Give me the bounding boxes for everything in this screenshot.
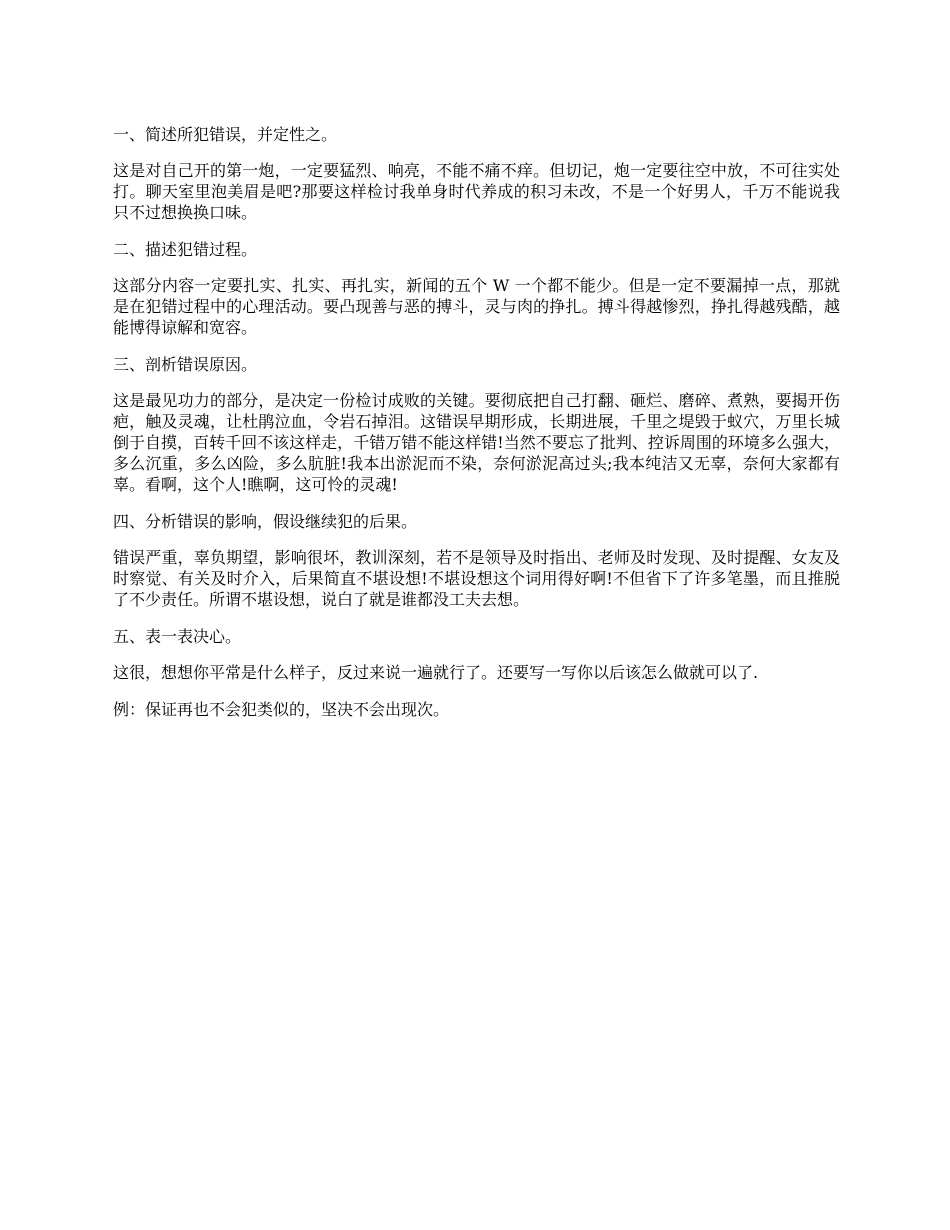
section-3 — [113, 354, 840, 495]
section-heading: 二、描述犯错过程。 — [113, 240, 258, 259]
section-4 — [113, 511, 840, 610]
section-paragraph: 这是对自己开的第一炮，一定要猛烈、响亮，不能不痛不痒。但切记，炮一定要往空中放，不可往实处打。聊天室里泡美眉是吧?那要这样检讨我单身时代养成的积习未改，不是一个好男人，千万不能说我只不过想换换口味。 — [113, 161, 840, 222]
section-5 — [113, 626, 840, 720]
section-paragraph: 例：保证再也不会犯类似的，坚决不会出现次。 — [113, 700, 450, 719]
document-page — [113, 124, 840, 736]
section-heading: 一、简述所犯错误，并定性之。 — [113, 125, 338, 144]
section-paragraph: 这是最见功力的部分，是决定一份检讨成败的关键。要彻底把自己打翻、砸烂、磨碎、煮熟，要揭开伤疤，触及灵魂，让杜鹃泣血，令岩石掉泪。这错误早期形成，长期进展，千里之堤毁于蚁穴，万里长城倒于自摸，百转千回不该这样走，千错万错不能这样错!当然不要忘了批判、控诉周围的环境多么强大，多么沉重，多么凶险，多么肮脏!我本出淤泥而不染，奈何淤泥高过头;我本纯洁又无辜，奈何大家都有辜。看啊，这个人!瞧啊，这可怜的灵魂! — [113, 391, 840, 494]
section-heading: 五、表一表决心。 — [113, 627, 242, 646]
section-1 — [113, 124, 840, 223]
section-paragraph: 错误严重，辜负期望，影响很坏，教训深刻，若不是领导及时指出、老师及时发现、及时提醒、女友及时察觉、有关及时介入，后果简直不堪设想!不堪设想这个词用得好啊!不但省下了许多笔墨，而且推脱了不少责任。所谓不堪设想，说白了就是谁都没工夫去想。 — [113, 548, 840, 609]
section-paragraph: 这很，想想你平常是什么样子，反过来说一遍就行了。还要写一写你以后该怎么做就可以了. — [113, 663, 759, 682]
section-paragraph: 这部分内容一定要扎实、扎实、再扎实，新闻的五个 W 一个都不能少。但是一定不要漏掉一点，那就是在犯错过程中的心理活动。要凸现善与恶的搏斗，灵与肉的挣扎。搏斗得越惨烈，挣扎得越残酷，越能博得谅解和宽容。 — [113, 276, 840, 337]
section-2 — [113, 239, 840, 338]
section-heading: 四、分析错误的影响，假设继续犯的后果。 — [113, 512, 418, 531]
section-heading: 三、剖析错误原因。 — [113, 355, 258, 374]
